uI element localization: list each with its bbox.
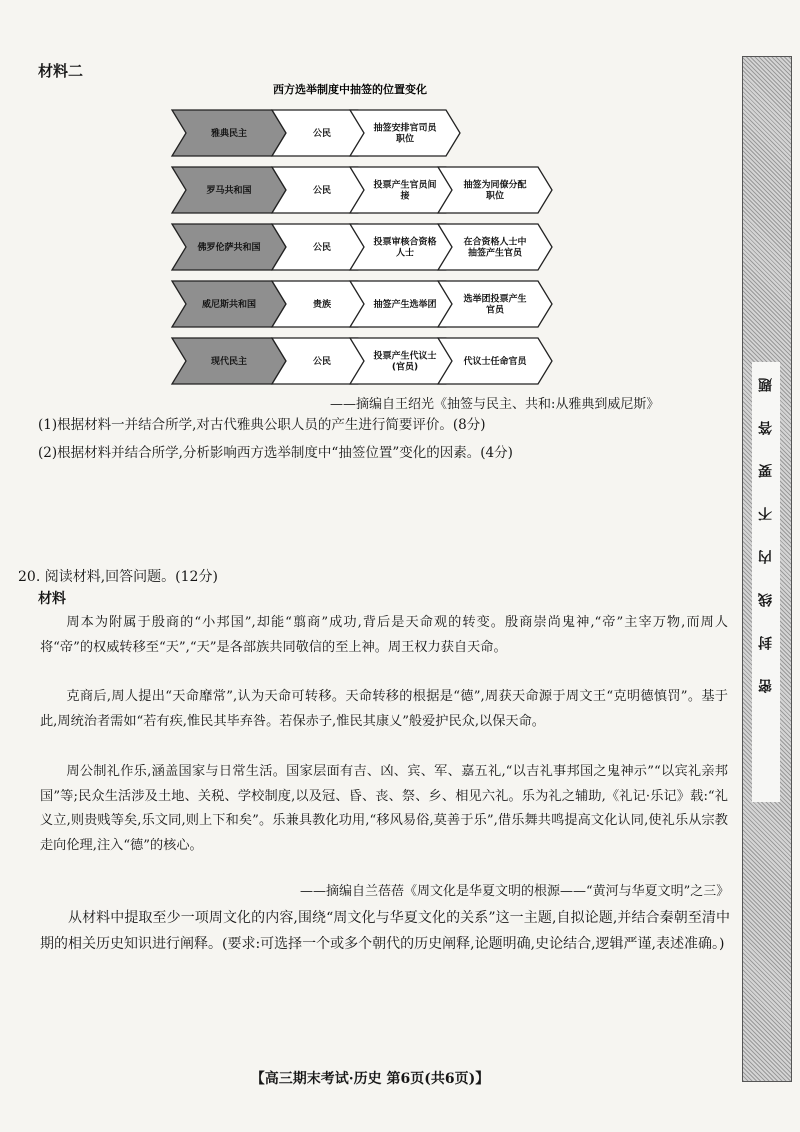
question-2: (2)根据材料并结合所学,分析影响西方选举制度中“抽签位置”变化的因素。(4分) <box>38 445 513 461</box>
material2-label: 材料二 <box>38 62 84 80</box>
material-source: ——摘编自兰蓓蓓《周文化是华夏文明的根源——“黄河与华夏文明”之三》 <box>300 884 730 899</box>
diagram-step-label: 选举团投票产生官员 <box>463 294 527 316</box>
diagram-step-label: 投票产生代议士(官员) <box>373 351 437 373</box>
material-paragraph: 周公制礼作乐,涵盖国家与日常生活。国家层面有吉、凶、宾、军、嘉五礼,“以吉礼事邦国之鬼神示”“以宾礼亲邦国”等;民众生活涉及土地、关税、学校制度,以及冠、昏、丧、祭、乡、相见六礼。乐为礼之辅助,《礼记·乐记》载:“礼义立,则贵贱等矣,乐文同,则上下和矣”。乐兼具教化功用,“移风易俗,莫善于乐”,借乐舞共鸣提高文化认同,使礼乐从宗教走向伦理,注入“德”的核心。 <box>40 764 728 853</box>
diagram-rows <box>172 110 552 384</box>
question-1: (1)根据材料一并结合所学,对古代雅典公职人员的产生进行简要评价。(8分) <box>38 417 486 433</box>
diagram-step-label: 投票审核合资格人士 <box>373 237 437 259</box>
binding-strip-text <box>752 378 780 722</box>
question-20-heading: 20. 阅读材料,回答问题。(12分) <box>18 569 218 585</box>
diagram-step-label: 公民 <box>312 243 332 253</box>
binding-char: 要 <box>758 464 774 478</box>
diagram-title: 西方选举制度中抽签的位置变化 <box>273 83 427 96</box>
material2-source: ——摘编自王绍光《抽签与民主、共和:从雅典到威尼斯》 <box>330 397 660 412</box>
binding-char: 题 <box>758 378 774 392</box>
material-paragraph: 克商后,周人提出“天命靡常”,认为天命可转移。天命转移的根据是“德”,周获天命源于周文王“克明德慎罚”。基于此,周统治者需如“若有疾,惟民其毕弃咎。若保赤子,惟民其康乂”般爱护民众,以保天命。 <box>40 689 728 729</box>
question-20-task: 从材料中提取至少一项周文化的内容,围绕“周文化与华夏文化的关系”这一主题,自拟论题,并结合秦朝至清中期的相关历史知识进行阐释。(要求:可选择一个或多个朝代的历史阐释,论题明确,史论结合,逻辑严谨,表述准确。) <box>40 910 730 952</box>
diagram-step-label: 公民 <box>312 186 332 196</box>
diagram-step-label: 公民 <box>312 129 332 139</box>
binding-char: 不 <box>758 507 774 521</box>
diagram-stage-label: 现代民主 <box>210 357 248 367</box>
binding-char: 封 <box>758 636 774 650</box>
material-label: 材料 <box>38 591 66 607</box>
diagram-row <box>172 110 460 156</box>
diagram-step-label: 公民 <box>312 357 332 367</box>
binding-char: 答 <box>758 421 774 435</box>
diagram-stage-label: 雅典民主 <box>210 129 248 139</box>
diagram-row <box>172 338 552 384</box>
diagram-stage-label: 佛罗伦萨共和国 <box>197 243 261 253</box>
diagram-step-label: 投票产生官员间接 <box>373 180 437 202</box>
page-footer: 【高三期末考试·历史 第6页(共6页)】 <box>250 1071 490 1087</box>
diagram-step-label: 贵族 <box>312 300 332 310</box>
diagram-step-label: 在合资格人士中抽签产生官员 <box>463 237 527 259</box>
diagram-row <box>172 224 552 270</box>
diagram-stage-label: 威尼斯共和国 <box>201 300 257 310</box>
diagram-stage-label: 罗马共和国 <box>206 186 252 196</box>
diagram-step-label: 抽签产生选举团 <box>373 300 437 310</box>
binding-char: 内 <box>758 550 774 564</box>
diagram-step-label: 抽签安排官司员职位 <box>373 123 437 145</box>
diagram-step-label: 抽签为同僚分配职位 <box>463 180 527 202</box>
lottery-position-diagram <box>160 78 560 388</box>
material-paragraph: 周本为附属于殷商的“小邦国”,却能“翦商”成功,背后是天命观的转变。殷商崇尚鬼神,“帝”主宰万物,而周人将“帝”的权威转移至“天”,“天”是各部族共同敬信的至上神。周王权力获自天命。 <box>40 615 728 655</box>
binding-char: 密 <box>758 679 774 693</box>
diagram-row <box>172 281 552 327</box>
binding-char: 线 <box>758 593 774 607</box>
diagram-step-label: 代议士任命官员 <box>463 357 527 367</box>
diagram-row <box>172 167 552 213</box>
